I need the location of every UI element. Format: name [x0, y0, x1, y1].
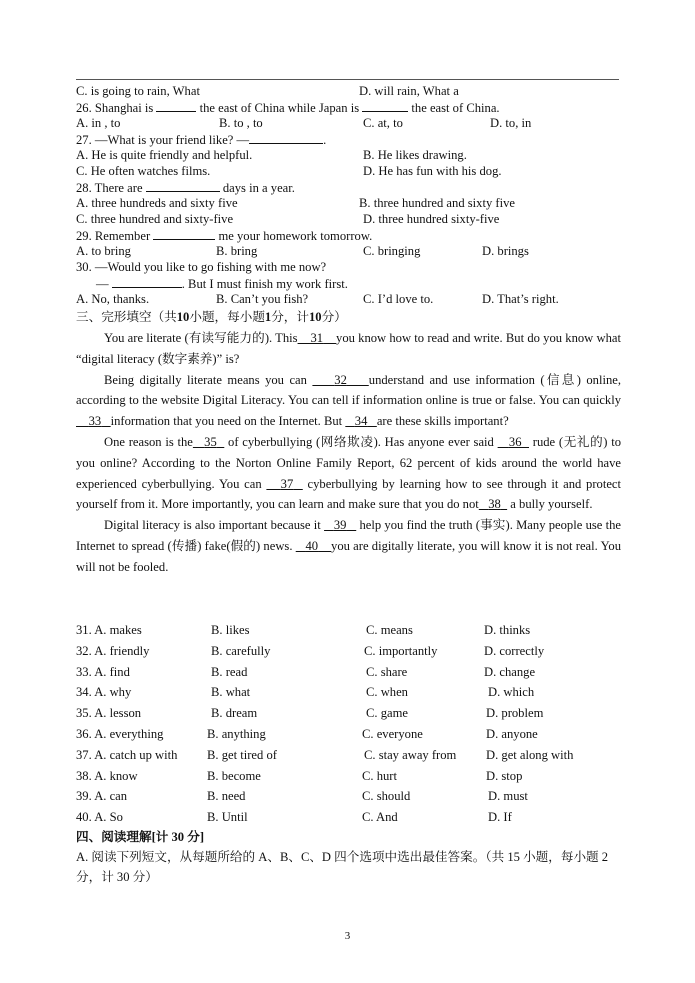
- blank-33: 33: [88, 414, 102, 429]
- blank-37: 37: [280, 476, 294, 491]
- option-c: C. three hundred and sixty-five: [76, 212, 234, 226]
- q25-options-row: [76, 83, 621, 99]
- answer-blank: [146, 179, 220, 192]
- option-d: D. brings: [482, 244, 529, 258]
- option-a: A. No, thanks.: [76, 292, 150, 306]
- paragraph-3: One reason is the 35 of cyberbullying (网络欺凌). Has anyone ever said 36 rude (无礼的) to you online? According to the Norton Online Family Report, 62 percent of kids around the world have experienced cyberbullying. You can 37 cyberbullying by learning how to see through it and protect yourself from it. More importantly, you can learn and make sure that you do not 38 a bully yourself.: [76, 434, 622, 512]
- cloze-passage: [76, 328, 621, 578]
- option-c: C. He often watches films.: [76, 164, 211, 178]
- option-d: D. He has fun with his dog.: [363, 164, 502, 178]
- option-c: C. bringing: [363, 244, 421, 258]
- option-a: A. He is quite friendly and helpful.: [76, 148, 253, 162]
- option-d: D. three hundred sixty-five: [363, 212, 500, 226]
- blank-32: 32: [334, 372, 347, 387]
- option-row: 39. A. can B. need C. should D. must: [76, 789, 528, 804]
- q27-options-row-1: [76, 147, 621, 163]
- q27-stem: 27. —What is your friend like? — .: [76, 133, 327, 147]
- option-row: 40. A. So B. Until C. And D. If: [76, 810, 512, 825]
- option-row: 37. A. catch up with B. get tired of C. stay away from D. get along with: [76, 747, 574, 762]
- cloze-options: [76, 620, 621, 828]
- option-row: 31. A. makes B. likes C. means D. thinks: [76, 623, 531, 637]
- paragraph-2: Being digitally literate means you can 32 understand and use information (信息) online, according to the website Digital Literacy. You can tell if information online is true or false. You can quickly 33 information that you need on the Internet. But 34 are these skills important?: [76, 372, 621, 429]
- q29-stem: 29. Remember me your homework tomorrow.: [76, 229, 373, 243]
- paragraph-4: Digital literacy is also important because it 39 help you find the truth (事实). Many people use the Internet to spread (传播) fake(假的) news. 40 you are digitally literate, you will know it is not real. You will not be fooled.: [76, 518, 622, 574]
- blank-40: 40: [305, 538, 319, 553]
- blank-31: 31: [310, 331, 324, 345]
- option-b: B. three hundred and sixty five: [359, 196, 515, 210]
- section-3-heading: 三、完形填空（共10小题，每小题1分，计10分）: [76, 310, 347, 324]
- answer-blank: [249, 131, 323, 144]
- paragraph-1: You are literate (有读写能力的). This 31 you know how to read and write. But do you know what “digital literacy (数字素养)” is?: [76, 331, 621, 366]
- answer-blank: [362, 99, 408, 112]
- page-number: 3: [344, 930, 351, 942]
- option-row: 34. A. why B. what C. when D. which: [76, 685, 535, 700]
- header-rule: [76, 79, 619, 80]
- option-a: A. three hundreds and sixty five: [76, 196, 238, 210]
- option-row: 33. A. find B. read C. share D. change: [76, 664, 536, 679]
- blank-35: 35: [204, 434, 217, 449]
- option-row: 36. A. everything B. anything C. everyone D. anyone: [76, 726, 538, 741]
- option-row: 35. A. lesson B. dream C. game D. problem: [76, 706, 544, 721]
- answer-blank: [112, 275, 182, 288]
- q30-options-row: [76, 291, 621, 307]
- option-row: 38. A. know B. become C. hurt D. stop: [76, 768, 523, 783]
- answer-blank: [156, 99, 196, 112]
- option-b: B. to , to: [219, 116, 263, 130]
- q30-dialogue: — . But I must finish my work first.: [96, 277, 348, 291]
- option-a: A. to bring: [76, 244, 131, 258]
- section-4-heading: 四、阅读理解[计 30 分]: [76, 830, 205, 844]
- answer-blank: [153, 227, 215, 240]
- blank-36: 36: [508, 434, 522, 449]
- blank-34: 34: [354, 414, 368, 429]
- option-row: 32. A. friendly B. carefully C. importantly D. correctly: [76, 643, 545, 658]
- option-a: A. in , to: [76, 116, 121, 130]
- q28-options-row-1: [76, 195, 621, 211]
- option-c: C. at, to: [363, 116, 403, 130]
- option-d: D. to, in: [490, 116, 532, 130]
- section-4-instructions: A. 阅读下列短文，从每题所给的 A、B、C、D 四个选项中选出最佳答案。（共 15 小题，每小题 2 分，计 30 分）: [76, 850, 609, 884]
- blank-38: 38: [488, 497, 501, 512]
- q27-options-row-2: [76, 163, 621, 179]
- option-c: C. I’d love to.: [363, 292, 434, 306]
- option-d: D. will rain, What a: [359, 84, 459, 98]
- q30-stem: 30. —Would you like to go fishing with me now?: [76, 260, 327, 274]
- blank-39: 39: [333, 518, 347, 533]
- option-c: C. is going to rain, What: [76, 84, 200, 98]
- option-d: D. That’s right.: [482, 292, 559, 306]
- q28-options-row-2: [76, 211, 621, 227]
- q28-stem: 28. There are days in a year.: [76, 181, 295, 195]
- q26-options-row: [76, 115, 621, 131]
- option-b: B. He likes drawing.: [363, 148, 467, 162]
- option-b: B. Can’t you fish?: [216, 292, 309, 306]
- q29-options-row: [76, 243, 621, 259]
- q26-stem: 26. Shanghai is the east of China while Japan is the east of China.: [76, 101, 500, 115]
- option-b: B. bring: [216, 244, 258, 258]
